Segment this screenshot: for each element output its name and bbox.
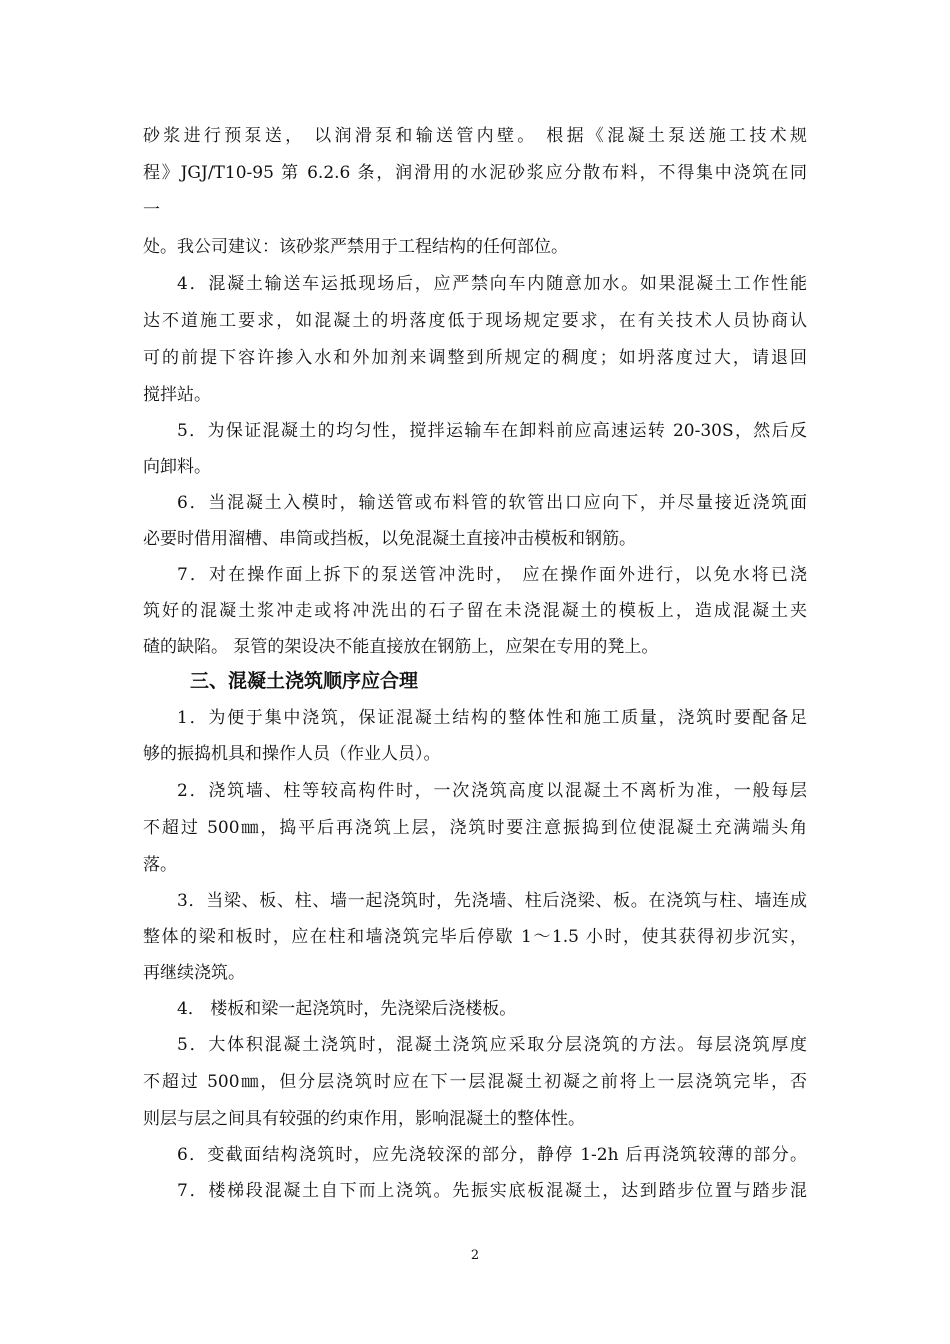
text-line: 4． 楼板和梁一起浇筑时，先浇梁后浇楼板。 — [177, 999, 517, 1019]
text-line: 一 — [143, 200, 160, 220]
page-number: 2 — [470, 1248, 480, 1263]
text-line: 整体的梁和板时，应在柱和墙浇筑完毕后停歇 1～1.5 小时，使其获得初步沉实， — [143, 927, 807, 947]
text-line: 碴的缺陷。 泵管的架设决不能直接放在钢筋上，应架在专用的凳上。 — [143, 637, 659, 657]
text-line: 搅拌站。 — [143, 385, 211, 405]
text-line: 1．为便于集中浇筑，保证混凝土结构的整体性和施工质量，浇筑时要配备足 — [177, 708, 807, 728]
text-line: 5．大体积混凝土浇筑时，混凝土浇筑应采取分层浇筑的方法。每层浇筑厚度 — [177, 1035, 807, 1055]
text-line: 再继续浇筑。 — [143, 963, 245, 983]
text-line: 可的前提下容许掺入水和外加剂来调整到所规定的稠度；如坍落度过大，请退回 — [143, 348, 807, 368]
text-line: 2．浇筑墙、柱等较高构件时，一次浇筑高度以混凝土不离析为准，一般每层 — [177, 781, 807, 801]
text-line: 3．当梁、板、柱、墙一起浇筑时，先浇墙、柱后浇梁、板。在浇筑与柱、墙连成 — [177, 891, 807, 911]
text-line: 不超过 500㎜，但分层浇筑时应在下一层混凝土初凝之前将上一层浇筑完毕，否 — [143, 1072, 807, 1092]
text-line: 5．为保证混凝土的均匀性，搅拌运输车在卸料前应高速运转 20-30S，然后反 — [177, 421, 807, 441]
text-line: 落。 — [143, 855, 177, 875]
text-line: 7．楼梯段混凝土自下而上浇筑。先振实底板混凝土，达到踏步位置与踏步混 — [177, 1181, 807, 1201]
text-line: 筑好的混凝土浆冲走或将冲洗出的石子留在未浇混凝土的模板上，造成混凝土夹 — [143, 601, 807, 621]
text-line: 6．当混凝土入模时，输送管或布料管的软管出口应向下，并尽量接近浇筑面 — [177, 493, 807, 513]
text-line: 必要时借用溜槽、串筒或挡板，以免混凝土直接冲击模板和钢筋。 — [143, 529, 636, 549]
text-line: 向卸料。 — [143, 457, 211, 477]
text-line: 6．变截面结构浇筑时，应先浇较深的部分，静停 1-2h 后再浇筑较薄的部分。 — [177, 1145, 807, 1165]
text-line: 程》JGJ/T10-95 第 6.2.6 条，润滑用的水泥砂浆应分散布料，不得集中浇筑在同 — [143, 163, 807, 183]
text-line: 够的振捣机具和操作人员（作业人员）。 — [143, 744, 441, 764]
text-line: 7．对在操作面上拆下的泵送管冲洗时， 应在操作面外进行，以免水将已浇 — [177, 565, 807, 585]
text-line: 4．混凝土输送车运抵现场后，应严禁向车内随意加水。如果混凝土工作性能 — [177, 274, 807, 294]
text-line: 则层与层之间具有较强的约束作用，影响混凝土的整体性。 — [143, 1109, 585, 1129]
text-line: 处。我公司建议：该砂浆严禁用于工程结构的任何部位。 — [143, 237, 568, 257]
section-heading: 三、混凝土浇筑顺序应合理 — [190, 670, 419, 692]
text-line: 砂浆进行预泵送， 以润滑泵和输送管内壁。 根据《混凝土泵送施工技术规 — [143, 126, 807, 146]
text-line: 达不道施工要求，如混凝土的坍落度低于现场规定要求，在有关技术人员协商认 — [143, 311, 807, 331]
text-line: 不超过 500㎜，捣平后再浇筑上层，浇筑时要注意振捣到位使混凝土充满端头角 — [143, 818, 807, 838]
